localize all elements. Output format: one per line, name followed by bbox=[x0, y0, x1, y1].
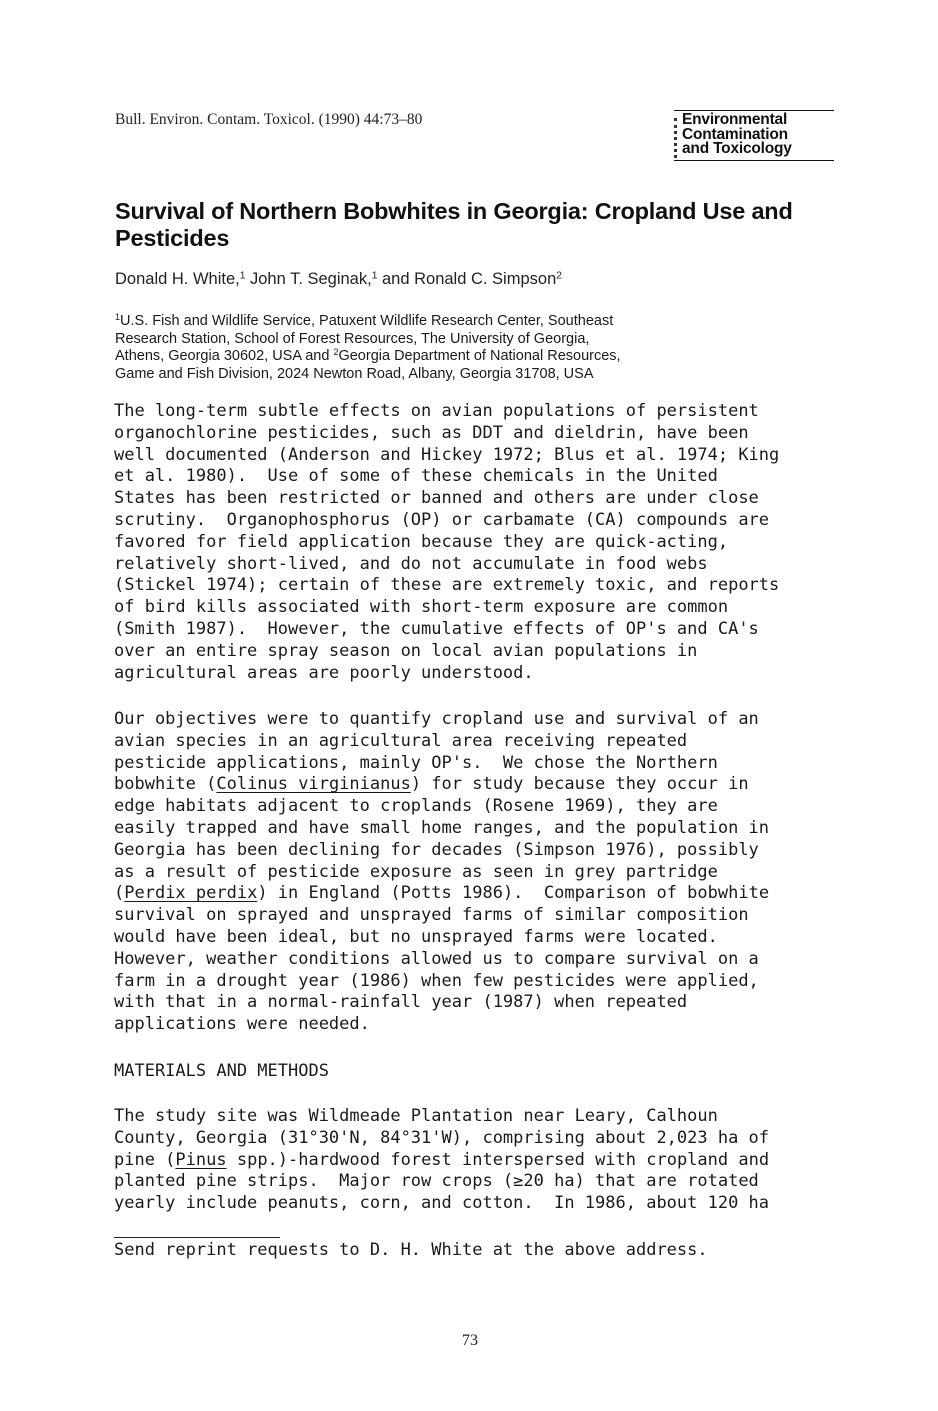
text-line: (Smith 1987). However, the cumulative effects of OP's and CA's bbox=[114, 618, 759, 639]
logo-bottom-rule bbox=[674, 160, 834, 161]
affiliation-text: Athens, Georgia 30602, USA and bbox=[115, 348, 334, 364]
text-line: would have been ideal, but no unsprayed farms were located. bbox=[114, 926, 718, 947]
text-line: (Stickel 1974); certain of these are extremely toxic, and reports bbox=[114, 575, 780, 596]
affiliation-line bbox=[115, 348, 835, 366]
affiliation-line: Research Station, School of Forest Resources, The University of Georgia, bbox=[115, 330, 590, 347]
logo-text-block bbox=[674, 113, 834, 157]
text-line: States has been restricted or banned and others are under close bbox=[114, 488, 759, 509]
author-affiliation-mark: 2 bbox=[556, 270, 562, 282]
text-span: spp.)-hardwood forest interspersed with cropland and bbox=[226, 1149, 770, 1170]
text-line: organochlorine pesticides, such as DDT and dieldrin, have been bbox=[114, 422, 749, 443]
paragraph-introduction bbox=[114, 401, 844, 684]
species-name: Colinus virginianus bbox=[216, 774, 411, 795]
logo-line-environmental: Environmental bbox=[682, 111, 788, 128]
text-span: bobwhite ( bbox=[114, 774, 217, 795]
text-line: County, Georgia (31°30'N, 84°31'W), comprising about 2,023 ha of bbox=[114, 1127, 770, 1148]
text-line bbox=[114, 774, 844, 796]
text-line: applications were needed. bbox=[114, 1014, 370, 1035]
text-span: pine ( bbox=[114, 1149, 176, 1170]
text-line: favored for field application because they are quick-acting, bbox=[114, 531, 729, 552]
text-line: edge habitats adjacent to croplands (Rosene 1969), they are bbox=[114, 796, 718, 817]
author-list bbox=[115, 270, 562, 289]
text-line: agricultural areas are poorly understood. bbox=[114, 662, 534, 683]
affiliation-text: Georgia Department of National Resources, bbox=[338, 348, 621, 364]
affiliations bbox=[115, 313, 835, 383]
article-title: Survival of Northern Bobwhites in Georgia: Cropland Use and Pesticides bbox=[115, 198, 793, 251]
logo-line-contamination: Contamination bbox=[682, 125, 788, 143]
text-line: relatively short-lived, and do not accumulate in food webs bbox=[114, 553, 708, 574]
text-line: scrutiny. Organophosphorus (OP) or carbamate (CA) compounds are bbox=[114, 509, 770, 530]
affiliation-line bbox=[115, 313, 835, 331]
text-line: over an entire spray season on local avian populations in bbox=[114, 640, 698, 661]
text-line: survival on sprayed and unsprayed farms of similar composition bbox=[114, 905, 749, 926]
text-line: The study site was Wildmeade Plantation near Leary, Calhoun bbox=[114, 1106, 718, 1126]
text-line: easily trapped and have small home ranges, and the population in bbox=[114, 817, 770, 838]
text-line: However, weather conditions allowed us to compare survival on a bbox=[114, 948, 759, 969]
text-line: The long-term subtle effects on avian populations of persistent bbox=[114, 401, 759, 421]
affiliation-text: U.S. Fish and Wildlife Service, Patuxent Wildlife Research Center, Southeast bbox=[120, 313, 614, 329]
footnote-divider bbox=[114, 1237, 280, 1238]
genus-name: Pinus bbox=[175, 1149, 227, 1170]
journal-citation: Bull. Environ. Contam. Toxicol. (1990) 44:73–80 bbox=[115, 111, 423, 128]
text-line: as a result of pesticide exposure as seen in grey partridge bbox=[114, 861, 718, 882]
journal-logo bbox=[674, 110, 834, 161]
affiliation-mark: 1 bbox=[115, 312, 120, 323]
paragraph-study-site bbox=[114, 1106, 844, 1215]
text-span: ( bbox=[114, 883, 125, 904]
text-span: ) for study because they occur in bbox=[410, 774, 749, 795]
affiliation-mark: 2 bbox=[333, 347, 339, 358]
paragraph-objectives bbox=[114, 709, 844, 1036]
page-number: 73 bbox=[462, 1332, 478, 1349]
reprint-footnote: Send reprint requests to D. H. White at the above address. bbox=[114, 1240, 708, 1260]
text-line: yearly include peanuts, corn, and cotton. In 1986, about 120 ha bbox=[114, 1193, 770, 1214]
text-line: planted pine strips. Major row crops (≥20 ha) that are rotated bbox=[114, 1171, 759, 1192]
author-name: John T. Seginak, bbox=[250, 270, 372, 288]
author-affiliation-mark: 1 bbox=[239, 270, 246, 282]
affiliation-line: Game and Fish Division, 2024 Newton Road, Albany, Georgia 31708, USA bbox=[115, 365, 594, 382]
text-line: with that in a normal-rainfall year (1987) when repeated bbox=[114, 992, 688, 1013]
logo-line-toxicology: and Toxicology bbox=[682, 140, 792, 157]
text-line: pesticide applications, mainly OP's. We chose the Northern bbox=[114, 752, 718, 773]
text-line bbox=[114, 1150, 844, 1172]
text-line: et al. 1980). Use of some of these chemicals in the United bbox=[114, 466, 718, 487]
section-heading-materials-methods: MATERIALS AND METHODS bbox=[114, 1061, 329, 1081]
text-line: of bird kills associated with short-term exposure are common bbox=[114, 597, 729, 618]
text-span: ) in England (Potts 1986). Comparison of bobwhite bbox=[257, 883, 770, 904]
author-affiliation-mark: 1 bbox=[371, 270, 378, 282]
text-line bbox=[114, 883, 844, 905]
text-line: Georgia has been declining for decades (Simpson 1976), possibly bbox=[114, 839, 759, 860]
author-name: and Ronald C. Simpson bbox=[381, 270, 557, 288]
author-name: Donald H. White, bbox=[115, 270, 240, 288]
text-line: Our objectives were to quantify cropland use and survival of an bbox=[114, 709, 759, 729]
text-line: avian species in an agricultural area receiving repeated bbox=[114, 730, 688, 751]
species-name: Perdix perdix bbox=[124, 883, 258, 904]
text-line: farm in a drought year (1986) when few pesticides were applied, bbox=[114, 970, 759, 991]
text-line: well documented (Anderson and Hickey 1972; Blus et al. 1974; King bbox=[114, 444, 780, 465]
